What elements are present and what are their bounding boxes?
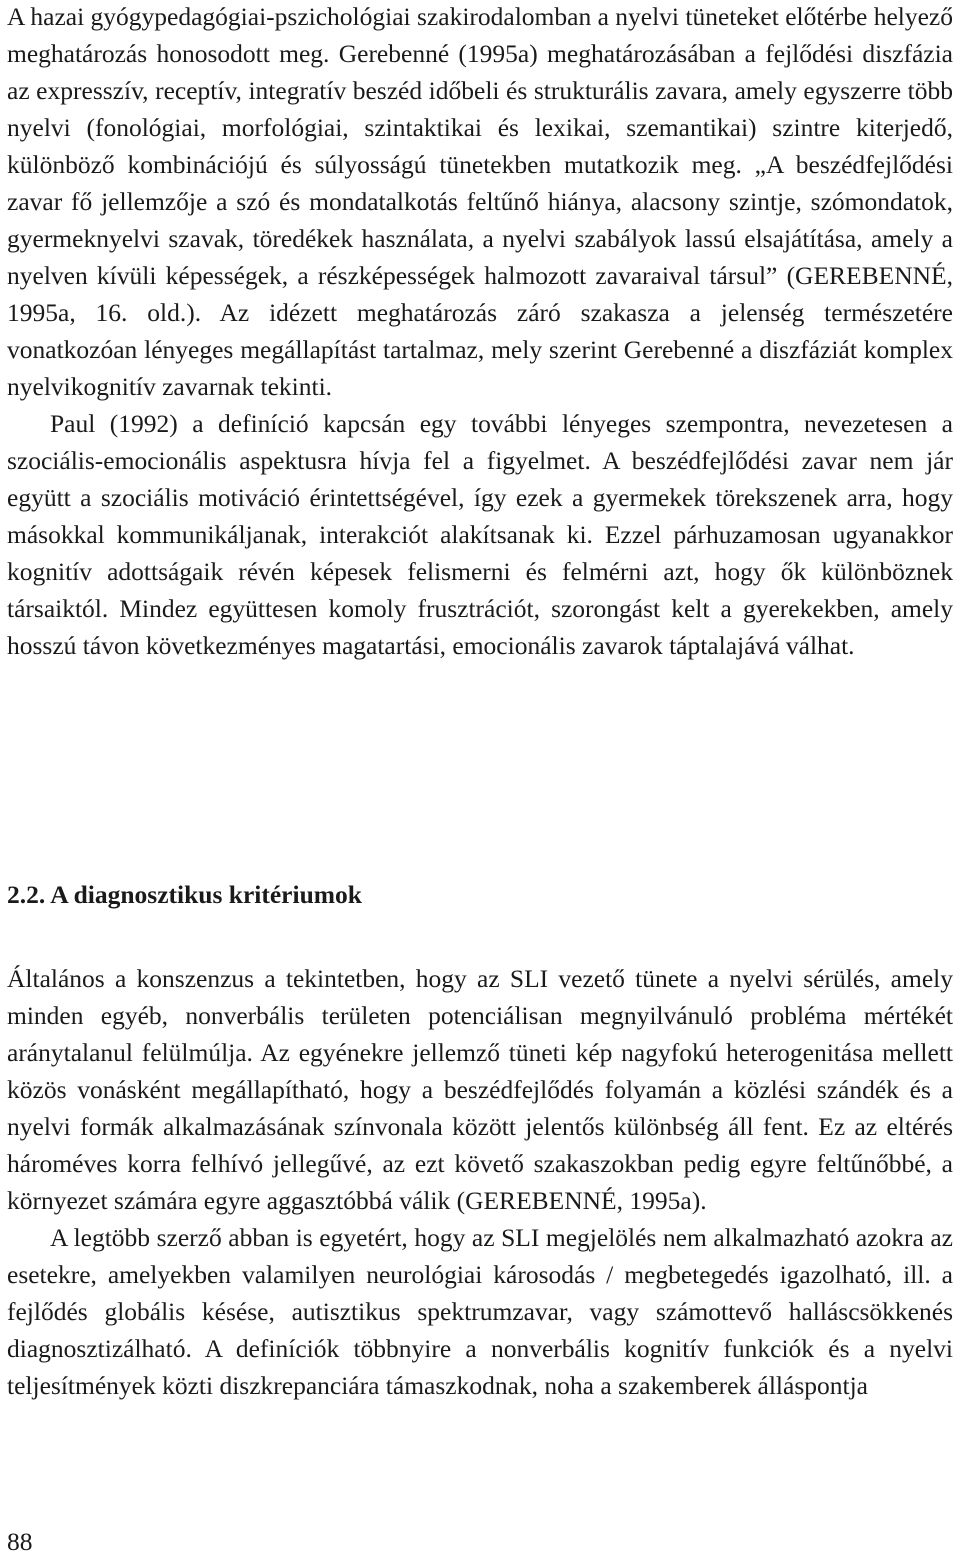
body-text-section-2	[7, 960, 953, 1404]
section-heading: 2.2. A diagnosztikus kritériumok	[7, 880, 362, 909]
page-number: 88	[7, 1527, 33, 1556]
paragraph-sli-definition-gerebenne: A hazai gyógypedagógiai-pszichológiai szakirodalomban a nyelvi tüneteket előtérbe helyező meghatározás honosodott meg. Gerebenné (1995a) meghatározásában a fejlődési diszfázia az expresszív, receptív, integratív beszéd időbeli és strukturális zavara, amely egyszerre több nyelvi (fonológiai, morfológiai, szintaktikai és lexikai, szemantikai) szintre kiterjedő, különböző kombinációjú és súlyosságú tünetekben mutatkozik meg. „A beszédfejlődési zavar fő jellemzője a szó és mondatalkotás feltűnő hiánya, alacsony szintje, szómondatok, gyermeknyelvi szavak, töredékek használata, a nyelvi szabályok lassú elsajátítása, amely a nyelven kívüli képességek, a részképességek halmozott zavaraival társul” (GEREBENNÉ, 1995a, 16. old.). Az idézett meghatározás záró szakasza a jelenség természetére vonatkozóan lényeges megállapítást tartalmaz, mely szerint Gerebenné a diszfáziát komplex nyelvikognitív zavarnak tekinti.	[7, 2, 953, 401]
paragraph-exclusion-criteria: A legtöbb szerző abban is egyetért, hogy az SLI megjelölés nem alkalmazható azokra az esetekre, amelyekben valamilyen neurológiai károsodás / megbetegedés igazolható, ill. a fejlődés globális késése, autisztikus spektrumzavar, vagy számottevő halláscsökkenés diagnosztizálható. A definíciók többnyire a nonverbális kognitív funkciók és a nyelvi teljesítmények közti diszkrepanciára támaszkodnak, noha a szakemberek álláspontja	[7, 1223, 953, 1400]
body-text-section-1	[7, 0, 953, 664]
paragraph-consensus: Általános a konszenzus a tekintetben, hogy az SLI vezető tünete a nyelvi sérülés, amely minden egyéb, nonverbális területen potenciálisan megnyilvánuló probléma mértékét aránytalanul felülmúlja. Az egyénekre jellemző tüneti kép nagyfokú heterogenitása mellett közös vonásként megállapítható, hogy a beszédfejlődés folyamán a közlési szándék és a nyelvi formák alkalmazásának színvonala között jelentős különbség áll fent. Ez az eltérés hároméves korra felhívó jellegűvé, az ezt követő szakaszokban pedig egyre feltűnőbbé, a környezet számára egyre aggasztóbbá válik (GEREBENNÉ, 1995a).	[7, 964, 953, 1215]
paragraph-paul-social-emotional: Paul (1992) a definíció kapcsán egy további lényeges szempontra, nevezetesen a szociális-emocionális aspektusra hívja fel a figyelmet. A beszédfejlődési zavar nem jár együtt a szociális motiváció érintettségével, így ezek a gyermekek törekszenek arra, hogy másokkal kommunikáljanak, interakciót alakítsanak ki. Ezzel párhuzamosan ugyanakkor kognitív adottságaik révén képesek felismerni és felmérni azt, hogy ők különböznek társaiktól. Mindez együttesen komoly frusztrációt, szorongást kelt a gyerekekben, amely hosszú távon következményes magatartási, emocionális zavarok táptalajává válhat.	[7, 409, 953, 660]
